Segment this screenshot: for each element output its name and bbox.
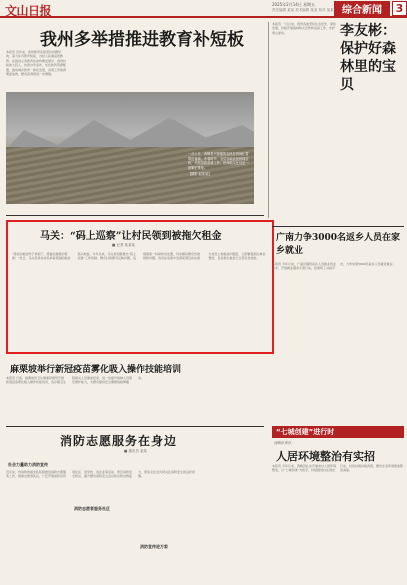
section-label: 综合新闻 <box>334 1 390 16</box>
banner-byline: 西畴讯审讯： <box>274 441 295 445</box>
lead-headline: 我州多举措推进教育补短板 <box>40 30 244 50</box>
frugal-body: 本报讯 日前，麻栗坡县卫生健康局组织开展新冠疫苗雾化吸入操作技能培训，各乡镇卫生院相关人员参加培训，进一步提升接种人员规范操作能力，为群众提供安全便捷的接种服务。 <box>6 376 145 385</box>
column-divider <box>268 22 269 218</box>
frugal-headline: 麻栗坡举行新冠疫苗雾化吸入操作技能培训 <box>10 365 182 375</box>
malipo-headline: 马关：“码上巡察”让村民领到被拖欠租金 <box>40 231 222 242</box>
issue-date: 2025年2月14日 星期五 <box>272 2 316 7</box>
lead-body-col-1: 本报讯 近年来，我州教育系统坚持问题导向，着力补齐教育短板，办好人民满意的教育。在推进义务教育优质均衡发展中，我州持续加大投入，改善办学条件，优化教育资源配置，推动城乡教育一体化发展，各项工作取得明显成效，群众获得感进一步增强。 <box>6 50 67 77</box>
lead-body-col-4 <box>198 50 258 90</box>
campaign-banner <box>272 426 404 438</box>
fire-subhead-3: 消防宣传进万家 <box>140 544 168 549</box>
editor-credits: 责任编辑 某某 美术编辑 某某 校对 某某 <box>272 8 334 12</box>
page-number: 3 <box>392 1 407 16</box>
malipo-body: “我家的租金终于拿到了，感谢巡察组的帮助！”近日，马关县某村村民拿着领到的租金高兴地说。今年以来，马关县创新推出“码上巡察”工作机制，群众扫码即可反映问题，巡察组第一时间核实处置，切实解决群众急难愁盼问题。该县在巡察中发现某项目存在拖欠村民土地租金问题后，立即督促相关单位整改，目前拖欠租金已全部兑付到位。 <box>12 252 266 261</box>
jobs-headline: 广南力争3000名返乡人员在家乡就业 <box>276 233 401 256</box>
env-headline: 人居环境整治有实招 <box>276 450 375 463</box>
right-body-col-1: 本报讯 一月以来，我州各地坚持生态优先、绿色发展，持续开展森林防火宣传和巡查工作，守护青山绿水。 <box>272 22 336 35</box>
photo-credit: 【摄影 赵某某】 <box>188 172 212 177</box>
right-body-col-1-filler <box>272 22 336 218</box>
jobs-body: 本报讯 今年以来，广南县围绕返乡人员就业创业需求，开展就业服务专项行动，搭建用工对接平台，力争实现3000名返乡人员就近就业。 <box>272 262 396 271</box>
profile-headline: 李友彬：保护好森林里的宝贝 <box>340 23 396 93</box>
malipo-byline: ■ 记者 某某某 <box>112 243 136 247</box>
lead-body-col-3 <box>134 50 194 90</box>
divider <box>272 226 404 227</box>
fire-subhead-1: 社会力量助力消防宣传 <box>8 462 48 467</box>
profile-block <box>340 22 402 222</box>
lead-body-col-2 <box>70 50 130 90</box>
fire-subhead-2: 消防志愿者服务社区 <box>74 506 110 511</box>
divider <box>6 215 264 216</box>
newspaper-logo: 文山日报 <box>5 4 52 18</box>
fire-body: 近年来，州消防救援支队积极推进消防志愿服务工作，组建志愿者队伍，广泛开展消防宣传进社区、进学校、进企业等活动，普及消防安全知识，提升群众消防安全意识和自防自救能力，营造全社会共同关注消防安全的良好氛围。 <box>6 470 196 479</box>
campaign-banner-label: “七城创建”进行时 <box>276 428 335 436</box>
divider <box>6 426 264 427</box>
fire-byline: ■ 通讯员 某某 <box>124 449 148 453</box>
fire-body-cont <box>6 514 264 580</box>
photo-caption: 一月十日，西畴县兴街镇的农民在田间忙着犁田备耕。冬春时节，全县各地农民抢抓农时，开展春耕备耕工作，田间地头处处是一派繁忙景象。 【摄影 赵某某】 <box>188 152 249 177</box>
fire-headline: 消防志愿服务在身边 <box>60 434 178 448</box>
env-body: 本报讯 今年以来，西畴县扎实开展农村人居环境整治，以“七城创建”为抓手，持续推进村庄清洁行动，村容村貌持续改善，群众生活环境更加整洁美丽。 <box>272 464 404 473</box>
